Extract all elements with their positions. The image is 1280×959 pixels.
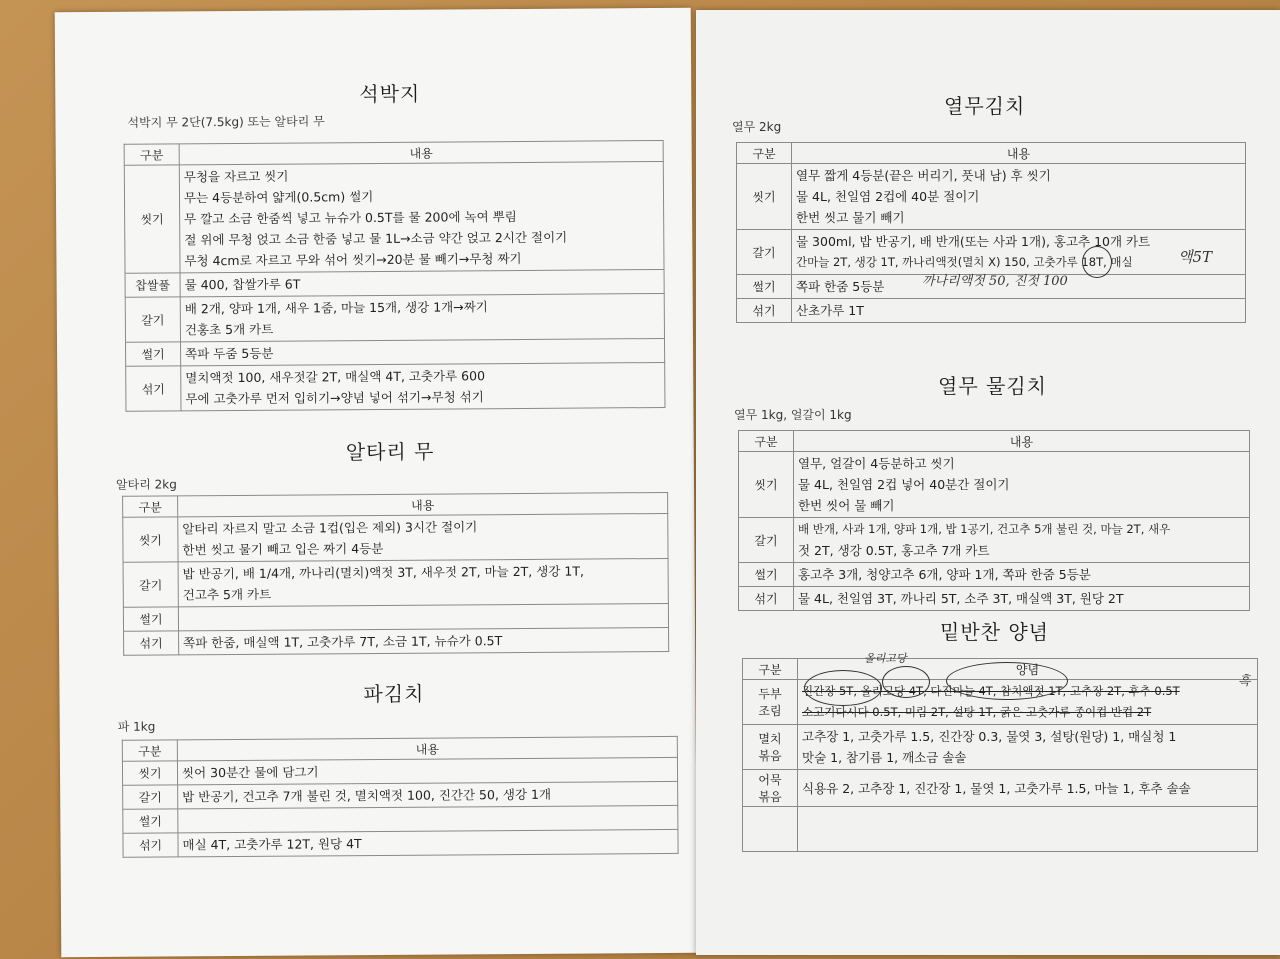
- row-category: 섞기: [124, 631, 179, 655]
- row-line: 고추장 1, 고춧가루 1.5, 진간장 0.3, 물엿 3, 설탕(원당) 1, 매실청 1: [802, 729, 1177, 744]
- table-row: [743, 807, 1258, 852]
- handwritten-note: 액5T: [1178, 248, 1213, 266]
- table-row: [743, 770, 1258, 807]
- row-category: 썰기: [737, 275, 792, 299]
- handwritten-circle: [1082, 246, 1112, 278]
- row-line: 열무, 얼갈이 4등분하고 씻기: [798, 456, 955, 471]
- row-content: [798, 770, 1258, 807]
- altari-title: 알타리 무: [345, 439, 435, 465]
- row-line: 한번 씻고 물기 빼기: [796, 210, 905, 225]
- header-content: 내용: [178, 492, 668, 516]
- row-line: 쪽파 한줌, 매실액 1T, 고춧가루 7T, 소금 1T, 뉴슈가 0.5T: [183, 633, 503, 651]
- row-line: 무청을 자르고 씻기: [183, 168, 289, 185]
- table-header-row: [739, 431, 1250, 452]
- row-line: 물 4L, 천일염 2컵 넣어 40분간 절이기: [798, 477, 1010, 492]
- table-row: [743, 725, 1258, 770]
- row-line: 배 2개, 양파 1개, 새우 1줌, 마늘 15개, 생강 1개→짜기: [184, 299, 488, 317]
- row-content: [181, 362, 665, 410]
- row-category: 씻기: [123, 517, 178, 562]
- table-row: [126, 362, 665, 411]
- mulkimchi-subtitle: 열무 1kg, 얼갈이 1kg: [734, 408, 852, 422]
- row-line: 밥 반공기, 배 1/4개, 까나리(멸치)액젓 3T, 새우젓 2T, 마늘 2T, 생강 1T,: [182, 563, 584, 582]
- row-content: [177, 757, 677, 784]
- row-category: [743, 725, 798, 770]
- row-line: 알타리 자르지 말고 소금 1컵(입은 제외) 3시간 절이기: [182, 519, 478, 537]
- table-row: [125, 293, 664, 342]
- row-line: 소고기다시다 0.5T, 미림 2T, 설탕 1T, 굵은 고춧가루 종이컵 반컵 2T: [802, 705, 1152, 719]
- row-category: 섞기: [123, 833, 178, 857]
- row-category: 썰기: [739, 563, 794, 587]
- row-category-line: 볶음: [758, 749, 782, 763]
- yeolmu-title: 열무김치: [944, 94, 1026, 118]
- row-category: 갈기: [123, 785, 178, 809]
- header-content: 양념: [798, 659, 1258, 680]
- row-category: [743, 680, 798, 725]
- row-category: 씻기: [124, 165, 180, 273]
- table-header-row: [737, 143, 1246, 164]
- row-category-line: 조림: [758, 704, 782, 718]
- row-content: [180, 293, 664, 341]
- banchan-title: 밑반찬 양념: [940, 620, 1049, 644]
- row-line: 배 반개, 사과 1개, 양파 1개, 밥 1공기, 건고추 5개 불린 것, 마늘 2T, 새우: [798, 522, 1171, 536]
- altari-subtitle: 알타리 2kg: [115, 477, 177, 492]
- row-line: 간마늘 2T, 생강 1T, 까나리액젓(멸치 X) 150, 고춧가루 18T, 매실: [796, 255, 1133, 269]
- pakimchi-title: 파김치: [363, 681, 425, 707]
- row-category: 섞기: [739, 587, 794, 611]
- row-category: 씻기: [737, 164, 792, 230]
- row-line: 물 4L, 천일염 2컵에 40분 절이기: [796, 189, 980, 204]
- header-cat: 구분: [739, 431, 794, 452]
- row-line: 무 깔고 소금 한줌씩 넣고 뉴슈가 0.5T를 물 200에 녹여 뿌림: [184, 209, 517, 227]
- altari-table: [122, 492, 669, 656]
- row-content: [798, 725, 1258, 770]
- row-line: 진간장 5T, 올리고당 4T, 다진마늘 4T, 참치액젓 1T, 고추장 2T, 후추 0.5T: [802, 684, 1180, 698]
- row-category: 찹쌀풀: [125, 273, 180, 297]
- row-content: [792, 299, 1246, 323]
- seokbakji-table: [124, 140, 666, 412]
- mulkimchi-title: 열무 물김치: [938, 374, 1047, 398]
- handwritten-circle: [804, 670, 882, 706]
- handwritten-note: 까나리액젓 50, 진젓 100: [922, 274, 1068, 289]
- row-line: 쪽파 한줌 5등분: [796, 279, 885, 294]
- table-row: [739, 518, 1250, 563]
- row-content: [179, 161, 664, 272]
- right-page: [696, 10, 1280, 955]
- row-category: 갈기: [123, 562, 178, 607]
- row-category-line: 어묵: [758, 773, 782, 787]
- yeolmu-subtitle: 열무 2kg: [732, 120, 782, 134]
- row-line: 무는 4등분하여 얇게(0.5cm) 썰기: [183, 189, 374, 206]
- table-row: [737, 164, 1246, 230]
- row-content: [178, 603, 668, 630]
- row-content: [798, 807, 1258, 852]
- mulkimchi-table: [738, 430, 1250, 611]
- row-content: [179, 627, 669, 654]
- pakimchi-subtitle: 파 1kg: [117, 719, 156, 734]
- left-page: [55, 8, 698, 957]
- handwritten-note: 올리고당: [864, 652, 907, 665]
- row-line: 밥 반공기, 건고추 7개 불린 것, 멸치액젓 100, 진간간 50, 생강 1개: [182, 786, 552, 805]
- row-line: 무에 고춧가루 먼저 입히기→양념 넣어 섞기→무청 섞기: [185, 389, 484, 407]
- row-content: [178, 558, 668, 606]
- row-content: [792, 164, 1246, 230]
- row-line: 물 4L, 천일염 3T, 까나리 5T, 소주 3T, 매실액 3T, 원당 2T: [798, 591, 1124, 606]
- row-content: [181, 338, 665, 365]
- header-cat: 구분: [124, 144, 179, 165]
- row-line: 씻어 30분간 물에 담그기: [181, 764, 319, 781]
- header-cat: 구분: [122, 740, 177, 761]
- row-category: 썰기: [126, 342, 181, 366]
- row-line: [183, 605, 664, 629]
- row-category: 씻기: [122, 761, 177, 785]
- row-line: 한번 씻어 물 빼기: [798, 498, 895, 513]
- seokbakji-title: 석박지: [359, 81, 421, 107]
- row-content: [794, 563, 1250, 587]
- row-line: [182, 807, 673, 831]
- row-line: 쪽파 두줌 5등분: [185, 345, 274, 362]
- row-line: 무청 4cm로 자르고 무와 섞어 씻기→20분 물 빼기→무청 짜기: [184, 250, 522, 269]
- row-category: 씻기: [739, 452, 794, 518]
- table-row: [123, 558, 668, 607]
- row-line: 맛술 1, 참기름 1, 깨소금 솔솔: [802, 750, 967, 765]
- header-cat: 구분: [743, 659, 798, 680]
- yeolmu-table: [736, 142, 1246, 323]
- row-line: 한번 씻고 물기 빼고 입은 짜기 4등분: [182, 540, 384, 558]
- handwritten-note: 흑: [1238, 674, 1251, 689]
- row-content: [794, 452, 1250, 518]
- table-row: [737, 230, 1246, 275]
- row-category-line: 멸치: [758, 732, 782, 746]
- row-category: 썰기: [123, 809, 178, 833]
- row-category: [743, 807, 798, 852]
- header-content: 내용: [794, 431, 1250, 452]
- row-line: 물 400, 찹쌀가루 6T: [184, 276, 301, 293]
- row-category-line: 두부: [758, 687, 782, 701]
- row-content: [178, 829, 678, 856]
- row-content: [178, 805, 678, 832]
- header-cat: 구분: [123, 496, 178, 517]
- row-line: 젓 2T, 생강 0.5T, 홍고추 7개 카트: [798, 543, 990, 558]
- row-content: [180, 269, 664, 296]
- table-row: [124, 161, 664, 273]
- row-content: [178, 781, 678, 808]
- row-category: 갈기: [737, 230, 792, 275]
- row-content: [794, 518, 1250, 563]
- table-row: [124, 627, 669, 655]
- row-line: 건고추 5개 카트: [182, 586, 272, 603]
- header-content: 내용: [792, 143, 1246, 164]
- row-category: 갈기: [125, 297, 180, 342]
- row-line: 멸치액젓 100, 새우젓갈 2T, 매실액 4T, 고춧가루 600: [185, 368, 486, 386]
- row-line: 산초가루 1T: [796, 303, 864, 318]
- row-category: [743, 770, 798, 807]
- handwritten-circle: [946, 662, 1068, 700]
- table-row: [737, 299, 1246, 323]
- handwritten-circle: [882, 666, 930, 698]
- header-content: 내용: [179, 140, 663, 164]
- table-row: [123, 829, 678, 857]
- header-content: 내용: [177, 736, 677, 760]
- row-category: 갈기: [739, 518, 794, 563]
- row-content: [178, 513, 668, 561]
- pakimchi-table: [122, 736, 679, 858]
- row-category: 섞기: [126, 366, 181, 411]
- row-category: 썰기: [123, 607, 178, 631]
- row-line: 홍고추 3개, 청양고추 6개, 양파 1개, 쪽파 한줌 5등분: [798, 567, 1091, 582]
- seokbakji-subtitle: 석박지 무 2단(7.5kg) 또는 알타리 무: [127, 114, 325, 130]
- row-line: 열무 짧게 4등분(끝은 버리기, 풋내 남) 후 씻기: [796, 168, 1051, 183]
- table-row: [739, 452, 1250, 518]
- row-line: 식용유 2, 고추장 1, 진간장 1, 물엿 1, 고춧가루 1.5, 마늘 1, 후추 솔솔: [802, 780, 1191, 796]
- table-row: [739, 587, 1250, 611]
- row-content: [794, 587, 1250, 611]
- table-row: [123, 513, 668, 562]
- row-line: 절 위에 무청 얹고 소금 한줌 넣고 물 1L→소금 약간 얹고 2시간 절이기: [184, 229, 568, 248]
- row-line: 매실 4T, 고춧가루 12T, 원당 4T: [182, 836, 362, 853]
- row-line: 물 300ml, 밥 반공기, 배 반개(또는 사과 1개), 홍고추 10개 카트: [796, 234, 1151, 249]
- row-category: 섞기: [737, 299, 792, 323]
- row-line: 건홍초 5개 카트: [184, 321, 274, 338]
- table-row: [739, 563, 1250, 587]
- header-cat: 구분: [737, 143, 792, 164]
- row-category-line: 볶음: [758, 790, 782, 804]
